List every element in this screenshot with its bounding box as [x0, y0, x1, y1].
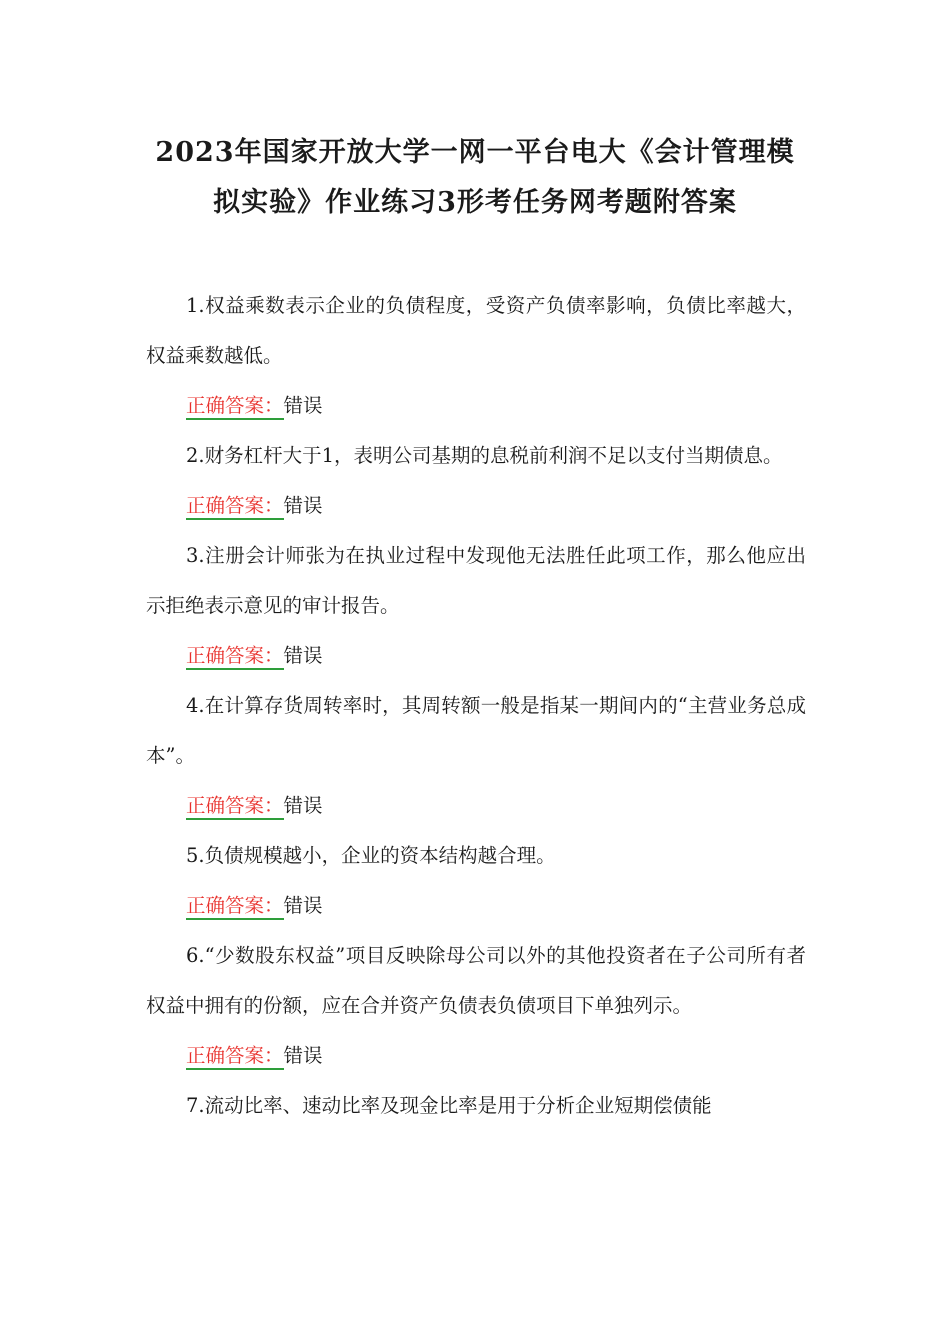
- answer-label: 正确答案：: [186, 394, 284, 420]
- title-line-2: 拟实验》作业练习3形考任务网考题附答案: [213, 187, 737, 218]
- question-5: 5.负债规模越小，企业的资本结构越合理。: [186, 844, 556, 867]
- question-4: 4.在计算存货周转率时，其周转额一般是指某一期间内的“主营业务总成本”。: [146, 694, 806, 767]
- answer-6: [146, 1031, 806, 1081]
- document-title: [120, 128, 830, 228]
- answer-1: [146, 381, 806, 431]
- answer-label: 正确答案：: [186, 794, 284, 820]
- answer-value: 错误: [283, 794, 323, 817]
- answer-value: 错误: [283, 644, 323, 667]
- answer-value: 错误: [283, 1044, 323, 1067]
- answer-value: 错误: [283, 394, 323, 417]
- answer-value: 错误: [283, 894, 323, 917]
- question-2: 2.财务杠杆大于1，表明公司基期的息税前利润不足以支付当期债息。: [186, 444, 783, 467]
- question-list: [146, 281, 806, 1131]
- question-6: 6.“少数股东权益”项目反映除母公司以外的其他投资者在子公司所有者权益中拥有的份额，应在合并资产负债表负债项目下单独列示。: [146, 944, 806, 1017]
- answer-label: 正确答案：: [186, 494, 284, 520]
- answer-5: [146, 881, 806, 931]
- answer-label: 正确答案：: [186, 894, 284, 920]
- answer-4: [146, 781, 806, 831]
- answer-label: 正确答案：: [186, 1044, 284, 1070]
- title-line-1: 2023年国家开放大学一网一平台电大《会计管理模: [155, 137, 795, 168]
- question-3: 3.注册会计师张为在执业过程中发现他无法胜任此项工作，那么他应出示拒绝表示意见的审计报告。: [146, 544, 806, 617]
- question-1: 1.权益乘数表示企业的负债程度，受资产负债率影响，负债比率越大，权益乘数越低。: [146, 294, 806, 367]
- answer-label: 正确答案：: [186, 644, 284, 670]
- question-7: 7.流动比率、速动比率及现金比率是用于分析企业短期偿债能: [186, 1094, 712, 1117]
- answer-2: [146, 481, 806, 531]
- answer-value: 错误: [283, 494, 323, 517]
- answer-3: [146, 631, 806, 681]
